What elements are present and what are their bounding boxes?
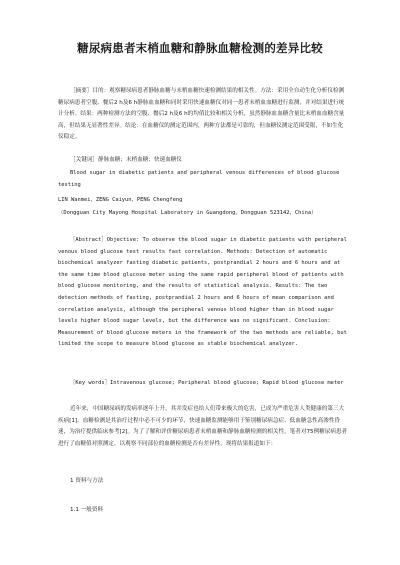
keywords-cn: ［关键词］静脉血糖；末梢血糖；快速血糖仪 xyxy=(70,157,182,163)
affiliation-en: （Dongguan City Mayong Hospital Laboratory in Guangdong，Dongguan 523142，China） xyxy=(58,210,317,216)
abstract-en xyxy=(58,235,348,351)
abstract-cn-text: ［摘要］目的：观察糖尿病患者静脉血糖与末梢血糖快速检测结果的相关性。方法：采用全自动生化分析仪检测糖尿病患者空腹、餐后2 h及6 h静脉血血糖和同时采用快速血糖仪对同一患者末梢血血糖进行监测，并对结果进行统计分析。结果：两种检测方法的空腹、餐后2 h及6 h的均值比较和相关分析，虽然静脉血血糖含量比末梢血血糖含量高，但结果无显著性差异。结论：在血糖仪的测定范围内，两种方法都是可靠的，但血糖仪测定范围受限，不如生化仪稳定。 xyxy=(58,88,345,141)
abstract-cn xyxy=(58,86,348,144)
intro-cn-text: 近年来，中国糖尿病的发病率逐年上升，其并发症也给人们带来极大的危害，已成为严重危害人类健康的第三大疾病[1]。血糖检测是其治疗过程中必不可少的环节，快速血糖监测能够用于鉴别糖尿病急症、低血糖急性高渗性昏迷，为治疗提供临床参考[2]。为了了解和评价糖尿病患者末梢血糖和静脉血糖检测的相关性，笔者对75例糖尿病患者进行了血糖值对照测定，以观察不同部位的血糖检测是否有差异性，现将结果报道如下： xyxy=(58,406,348,447)
title-en: Blood sugar in diabetic patients and peripheral venous differences of blood glucose testing xyxy=(58,170,340,188)
section-heading-1: 1 资料与方法 xyxy=(70,478,104,484)
keywords-en: ［Key words］Intravenous glucose; Peripheral blood glucose; Rapid blood glucose meter xyxy=(70,380,344,386)
section-heading-1-1: 1.1 一般资料 xyxy=(70,507,104,513)
paper-title: 糖尿病患者末梢血糖和静脉血糖检测的差异比较 xyxy=(77,41,323,55)
intro-cn xyxy=(58,404,348,450)
abstract-en-text: ［Abstract］Objective: To observe the blood sugar in diabetic patients with peripheral venous blood glucose test results fast correlation. Methods: Detection of automatic biochemical analyzer fasting diabetic patients, postprandial 2 hours and 6 hours and at the same time blood glucose meter using the same rapid peripheral blood of patients with blood glucose monitoring, and the results of statistical analysis. Results: The two detection methods of fasting, postprandial 2 hours and 6 hours of mean comparison and correlation analysis, although the peripheral venous blood higher than in blood sugar levels higher blood sugar levels, but the difference was no significant. Conclusion: Measurement of blood glucose meters in the framework of the two methods are reliable, but limited the scope to measure blood glucose as stable biochemical analyzer. xyxy=(58,237,347,348)
authors-en: LIN Wanmei，ZENG Caiyun，PENG Chengfeng xyxy=(58,197,183,203)
